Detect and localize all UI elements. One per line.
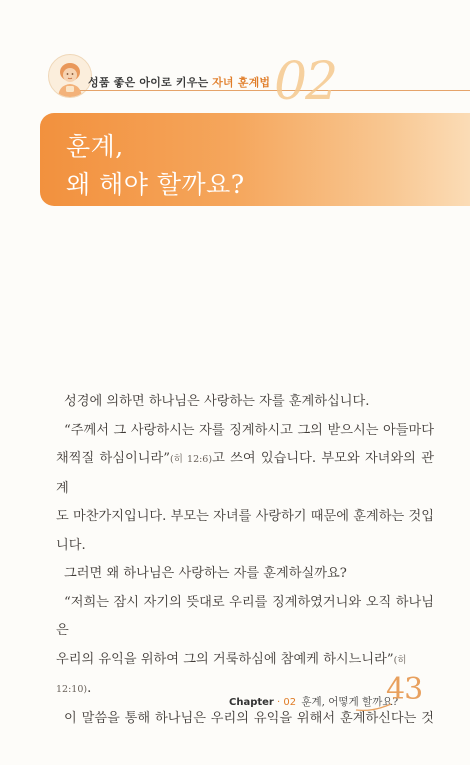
paragraph-1: 성경에 의하면 하나님은 사랑하는 자를 훈계하십니다. <box>64 394 370 409</box>
paragraph-2-line-1: “주께서 그 사랑하시는 자를 징계하시고 그의 받으시는 아들마다 <box>64 422 434 438</box>
scripture-citation-2: (히 12:10) <box>56 654 407 695</box>
paragraph-3: 그러면 왜 하나님은 사랑하는 자를 훈계하실까요? <box>64 566 347 581</box>
page-number: 43 <box>386 672 423 707</box>
footer-chapter-number: 02 <box>283 697 297 708</box>
paragraph-2-line-4: 니다. <box>56 537 86 553</box>
scripture-citation: (히 12:6) <box>169 454 213 465</box>
footer-chapter-title: 훈계, 어떻게 할까요? <box>301 696 399 708</box>
series-title <box>88 74 270 90</box>
chapter-number: 02 <box>274 52 337 112</box>
body-text <box>56 388 434 733</box>
quote-text: 우리의 유익을 위하여 그의 거룩하심에 참예케 하시느니라” <box>56 651 394 667</box>
chapter-title <box>66 128 245 204</box>
chapter-title-line-1: 훈계, <box>66 132 124 161</box>
footer-separator: · <box>273 697 284 708</box>
series-title-accent: 자녀 훈계법 <box>212 76 271 89</box>
paragraph-5: 이 말씀을 통해 하나님은 우리의 유익을 위해서 훈계하신다는 것 <box>64 710 434 726</box>
paragraph-4-line-1: “저희는 잠시 자기의 뜻대로 우리를 징계하였거니와 오직 하나님은 <box>56 594 434 638</box>
quote-end: 채찍질 하심이니라” <box>56 451 170 466</box>
paragraph-2-line-3: 도 마찬가지입니다. 부모는 자녀를 사랑하기 때문에 훈계하는 것입 <box>56 509 434 524</box>
paragraph-2-line-2-rest: 고 쓰여 있습니다. 부모와 자녀와의 관계 <box>56 451 434 496</box>
paragraph-2-line-2 <box>56 445 434 503</box>
chapter-title-line-2: 왜 해야 할까요? <box>66 170 245 199</box>
quote-period: . <box>87 681 92 696</box>
child-portrait-image <box>48 54 92 98</box>
series-title-main: 성품 좋은 아이로 키우는 <box>88 76 209 89</box>
footer-chapter-label: Chapter <box>229 697 274 708</box>
